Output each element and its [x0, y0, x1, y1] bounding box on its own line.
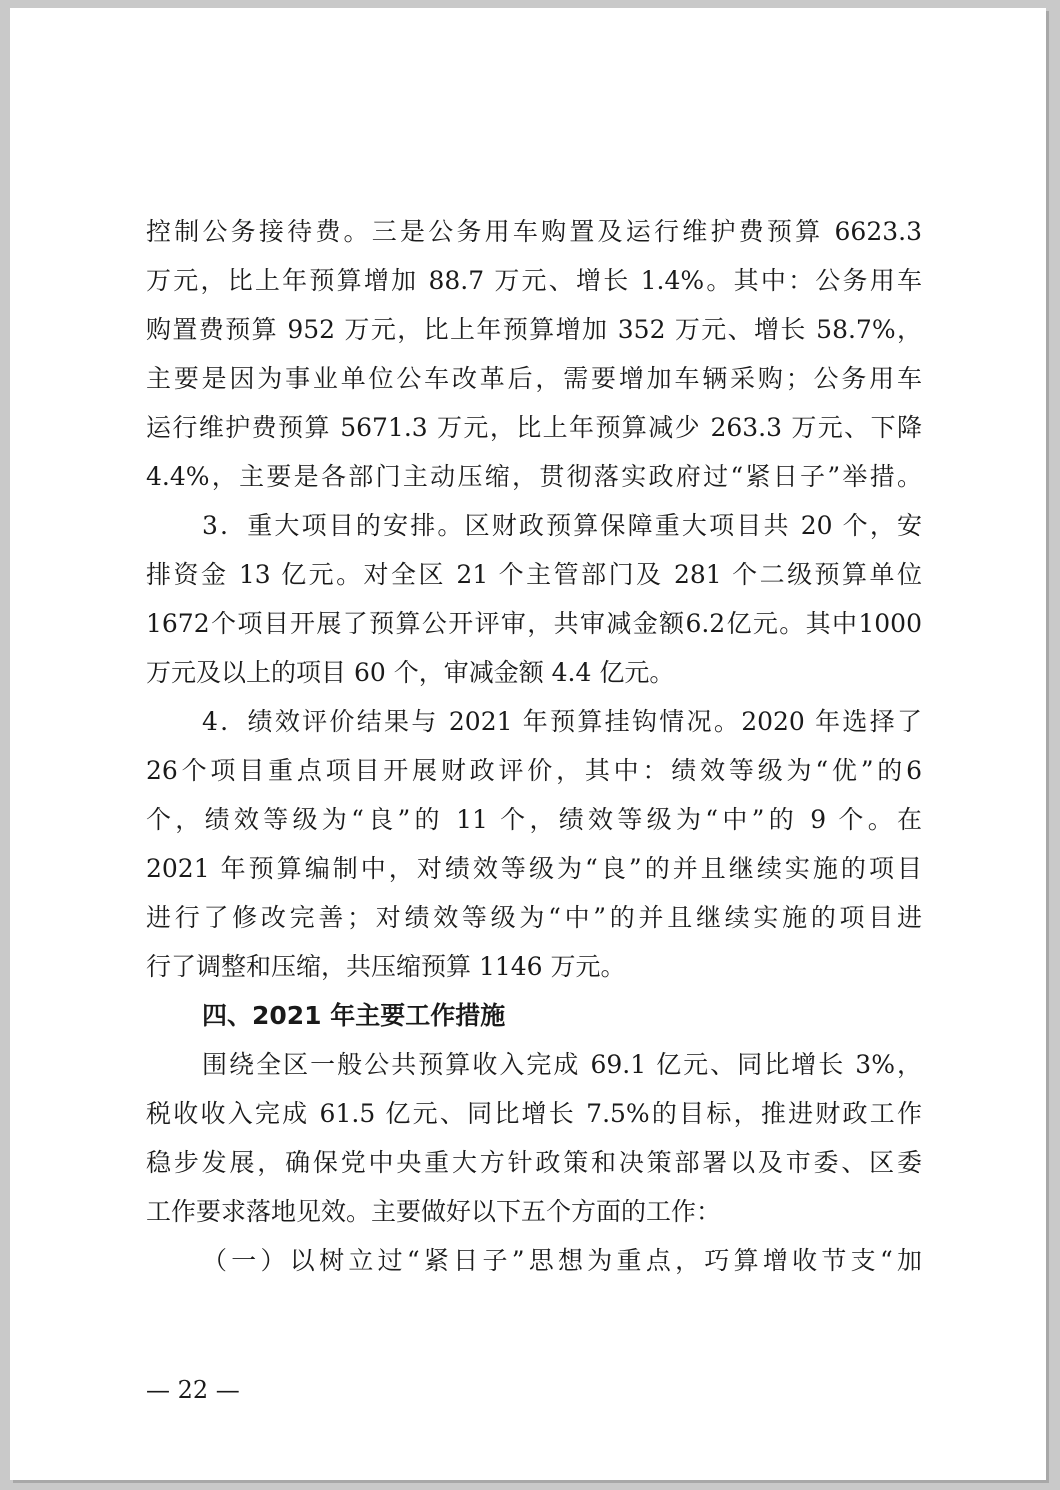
paragraph-start-line: 3．重大项目的安排。区财政预算保障重大项目共 20 个，安 [202, 511, 922, 540]
text-line: 排资金 13 亿元。对全区 21 个主管部门及 281 个二级预算单位 [146, 560, 922, 589]
document-page [10, 8, 1046, 1480]
subsection-heading-line: （一）以树立过“紧日子”思想为重点，巧算增收节支“加 [202, 1246, 922, 1275]
text-line: 进行了修改完善；对绩效等级为“中”的并且继续实施的项目进 [146, 903, 922, 932]
paragraph-start-line: 围绕全区一般公共预算收入完成 69.1 亿元、同比增长 3%， [202, 1050, 922, 1079]
paragraph-start-line: 4．绩效评价结果与 2021 年预算挂钩情况。2020 年选择了 [202, 707, 922, 736]
text-line: 主要是因为事业单位公车改革后，需要增加车辆采购；公务用车 [146, 364, 922, 393]
text-line: 税收收入完成 61.5 亿元、同比增长 7.5%的目标，推进财政工作 [146, 1099, 922, 1128]
text-line: 行了调整和压缩，共压缩预算 1146 万元。 [146, 952, 626, 981]
text-line: 1672个项目开展了预算公开评审，共审减金额6.2亿元。其中1000 [146, 609, 922, 638]
text-line: 运行维护费预算 5671.3 万元，比上年预算减少 263.3 万元、下降 [146, 413, 922, 442]
text-line: 26个项目重点项目开展财政评价，其中：绩效等级为“优”的6 [146, 756, 922, 785]
text-line: 稳步发展，确保党中央重大方针政策和决策部署以及市委、区委 [146, 1148, 922, 1177]
text-line: 购置费预算 952 万元，比上年预算增加 352 万元、增长 58.7%， [146, 315, 922, 344]
text-line: 万元，比上年预算增加 88.7 万元、增长 1.4%。其中：公务用车 [146, 266, 922, 295]
text-line: 个，绩效等级为“良”的 11 个，绩效等级为“中”的 9 个。在 [146, 805, 922, 834]
text-line: 万元及以上的项目 60 个，审减金额 4.4 亿元。 [146, 658, 675, 687]
text-line: 工作要求落地见效。主要做好以下五个方面的工作： [146, 1197, 722, 1226]
text-line: 2021 年预算编制中，对绩效等级为“良”的并且继续实施的项目 [146, 854, 922, 883]
text-line: 控制公务接待费。三是公务用车购置及运行维护费预算 6623.3 [146, 217, 922, 246]
section-heading: 四、2021 年主要工作措施 [202, 1001, 506, 1030]
text-line: 4.4%，主要是各部门主动压缩，贯彻落实政府过“紧日子”举措。 [146, 462, 922, 491]
page-number: — 22 — [146, 1376, 240, 1404]
